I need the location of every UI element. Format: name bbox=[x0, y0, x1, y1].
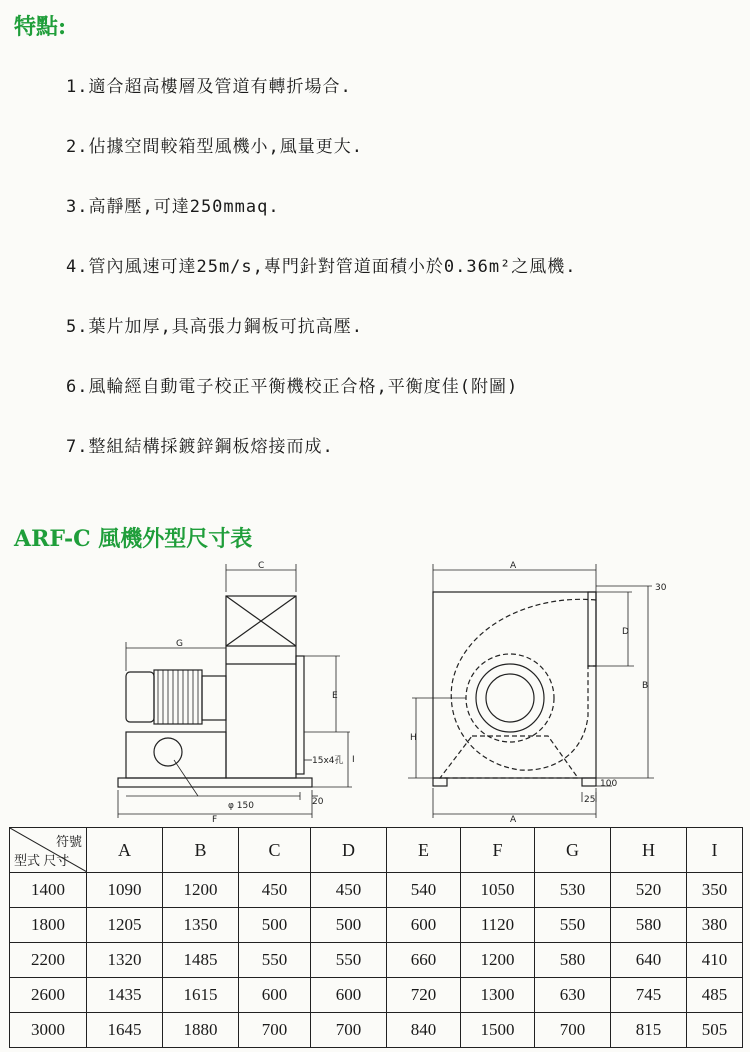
table-cell: 1435 bbox=[87, 978, 163, 1013]
dim-label-b: B bbox=[642, 681, 649, 691]
feature-item: 5.葉片加厚,具高張力鋼板可抗高壓. bbox=[66, 317, 363, 337]
table-cell: 660 bbox=[387, 943, 461, 978]
hole-note: 15x4孔 bbox=[312, 756, 344, 766]
dim-label-20: 20 bbox=[312, 797, 324, 807]
dim-label-f: F bbox=[212, 815, 218, 825]
table-cell: 600 bbox=[239, 978, 311, 1013]
table-cell: 840 bbox=[387, 1013, 461, 1048]
table-row bbox=[10, 908, 743, 943]
feature-item: 2.佔據空間較箱型風機小,風量更大. bbox=[66, 137, 363, 157]
table-row bbox=[10, 873, 743, 908]
table-cell: 580 bbox=[535, 943, 611, 978]
column-header: B bbox=[163, 828, 239, 873]
feature-item: 1.適合超高樓層及管道有轉折場合. bbox=[66, 77, 352, 97]
column-header: E bbox=[387, 828, 461, 873]
dim-label-30: 30 bbox=[655, 583, 667, 593]
table-cell: 1500 bbox=[461, 1013, 535, 1048]
table-cell: 1090 bbox=[87, 873, 163, 908]
table-cell: 520 bbox=[611, 873, 687, 908]
column-header: I bbox=[687, 828, 743, 873]
feature-item: 6.風輪經自動電子校正平衡機校正合格,平衡度佳(附圖) bbox=[66, 377, 519, 397]
table-cell: 550 bbox=[311, 943, 387, 978]
column-header: A bbox=[87, 828, 163, 873]
table-cell: 1205 bbox=[87, 908, 163, 943]
table-cell: 350 bbox=[687, 873, 743, 908]
table-row bbox=[10, 978, 743, 1013]
table-cell: 815 bbox=[611, 1013, 687, 1048]
column-header: G bbox=[535, 828, 611, 873]
table-cell: 1300 bbox=[461, 978, 535, 1013]
dim-label-25: 25 bbox=[584, 795, 596, 805]
dim-label-100: 100 bbox=[600, 779, 618, 789]
column-header: F bbox=[461, 828, 535, 873]
table-cell: 410 bbox=[687, 943, 743, 978]
table-cell: 1615 bbox=[163, 978, 239, 1013]
table-cell: 450 bbox=[311, 873, 387, 908]
table-cell: 1350 bbox=[163, 908, 239, 943]
table-cell: 505 bbox=[687, 1013, 743, 1048]
table-cell: 600 bbox=[311, 978, 387, 1013]
column-header: D bbox=[311, 828, 387, 873]
table-cell: 1400 bbox=[10, 873, 87, 908]
features-heading: 特點: bbox=[14, 14, 67, 40]
table-cell: 1645 bbox=[87, 1013, 163, 1048]
table-cell: 1050 bbox=[461, 873, 535, 908]
table-cell: 2600 bbox=[10, 978, 87, 1013]
table-cell: 1320 bbox=[87, 943, 163, 978]
feature-item: 3.高靜壓,可達250mmaq. bbox=[66, 197, 280, 217]
table-cell: 500 bbox=[311, 908, 387, 943]
dim-label-a-top: A bbox=[510, 561, 517, 571]
table-cell: 745 bbox=[611, 978, 687, 1013]
table-cell: 380 bbox=[687, 908, 743, 943]
fan-dimension-drawing bbox=[0, 556, 750, 826]
dim-label-a-bottom: A bbox=[510, 815, 517, 825]
dim-label-h: H bbox=[410, 733, 417, 743]
dim-label-e: E bbox=[332, 691, 338, 701]
table-row bbox=[10, 1013, 743, 1048]
table-cell: 550 bbox=[239, 943, 311, 978]
table-header-row bbox=[10, 828, 743, 873]
table-cell: 720 bbox=[387, 978, 461, 1013]
corner-label-symbol: 符號 bbox=[55, 834, 82, 849]
corner-label-model: 型式 尺寸 bbox=[14, 853, 70, 868]
table-cell: 450 bbox=[239, 873, 311, 908]
table-cell: 1485 bbox=[163, 943, 239, 978]
dim-label-d: D bbox=[622, 627, 629, 637]
table-cell: 700 bbox=[311, 1013, 387, 1048]
column-header: H bbox=[611, 828, 687, 873]
table-corner-cell bbox=[10, 828, 87, 873]
column-header: C bbox=[239, 828, 311, 873]
table-cell: 1800 bbox=[10, 908, 87, 943]
feature-item: 7.整組結構採鍍鋅鋼板熔接而成. bbox=[66, 437, 334, 457]
table-cell: 530 bbox=[535, 873, 611, 908]
table-cell: 500 bbox=[239, 908, 311, 943]
table-cell: 550 bbox=[535, 908, 611, 943]
features-list bbox=[66, 72, 577, 492]
dimension-table bbox=[9, 827, 743, 1048]
table-cell: 1880 bbox=[163, 1013, 239, 1048]
table-cell: 1200 bbox=[163, 873, 239, 908]
dim-label-i: I bbox=[352, 755, 355, 765]
dim-label-c: C bbox=[258, 561, 265, 571]
dim-label-g: G bbox=[176, 639, 183, 649]
table-cell: 3000 bbox=[10, 1013, 87, 1048]
table-cell: 640 bbox=[611, 943, 687, 978]
section-title: ARF-C 風機外型尺寸表 bbox=[14, 526, 253, 552]
table-cell: 600 bbox=[387, 908, 461, 943]
feature-item: 4.管內風速可達25m/s,專門針對管道面積小於0.36m²之風機. bbox=[66, 257, 577, 277]
table-cell: 700 bbox=[239, 1013, 311, 1048]
table-cell: 630 bbox=[535, 978, 611, 1013]
table-cell: 485 bbox=[687, 978, 743, 1013]
table-cell: 700 bbox=[535, 1013, 611, 1048]
table-cell: 1200 bbox=[461, 943, 535, 978]
table-cell: 1120 bbox=[461, 908, 535, 943]
table-row bbox=[10, 943, 743, 978]
dim-label-150: φ 150 bbox=[228, 801, 254, 811]
table-cell: 2200 bbox=[10, 943, 87, 978]
table-cell: 580 bbox=[611, 908, 687, 943]
table-cell: 540 bbox=[387, 873, 461, 908]
